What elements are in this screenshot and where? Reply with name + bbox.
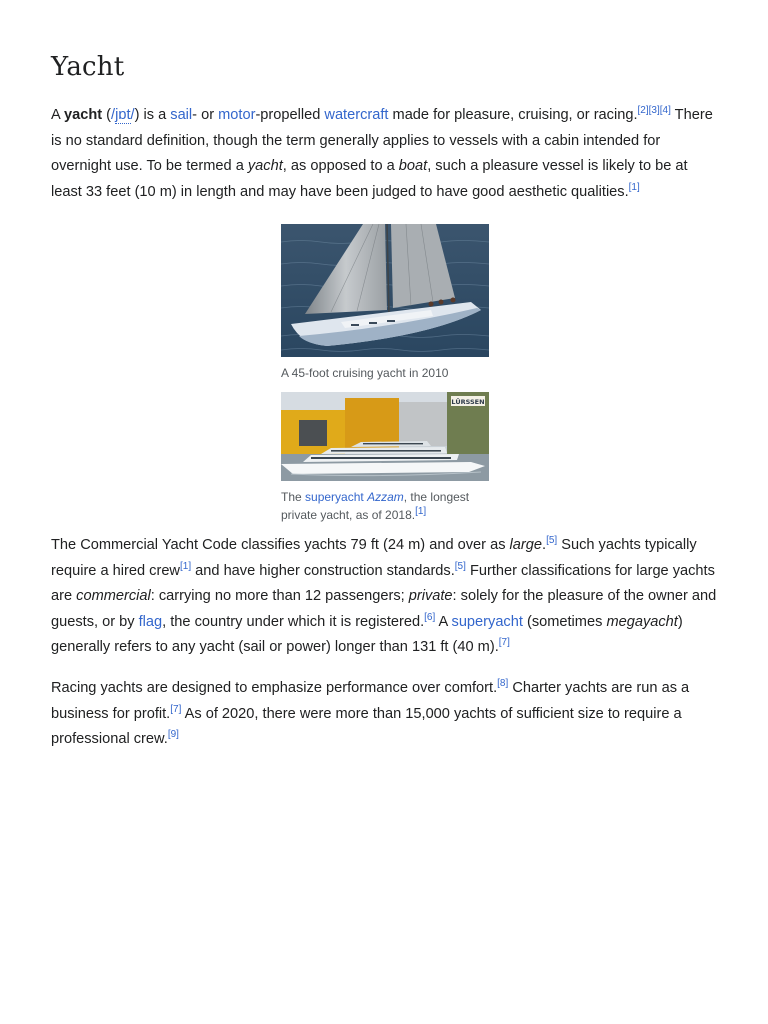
citation xyxy=(629,182,640,193)
term-bold: yacht xyxy=(63,107,103,123)
citation-link-3[interactable]: [3] xyxy=(648,105,660,117)
citation-link-6[interactable]: [6] xyxy=(424,611,436,623)
text: - or xyxy=(192,107,219,123)
text: Racing yachts are designed to emphasize performance over comfort. xyxy=(51,680,498,696)
text: A xyxy=(435,613,452,630)
citation-link-7[interactable]: [7] xyxy=(498,637,510,649)
citation-link-9[interactable]: [9] xyxy=(167,729,179,741)
text: There is no standard definition, though the term generally applies to vessels with a cabin intended for overnight use. To be termed a xyxy=(51,107,713,175)
text: Such yachts typically require a hired crew xyxy=(51,537,697,579)
citation-link-7[interactable]: [7] xyxy=(170,703,182,715)
text: , the longest private yacht, as of 2018. xyxy=(281,490,470,522)
text: A xyxy=(51,107,64,123)
yacht-name: Azzam xyxy=(367,490,404,504)
citation-link-5[interactable]: [5] xyxy=(454,560,466,572)
ipa-pronunciation-link[interactable]: jɒt xyxy=(115,107,131,123)
watercraft-link[interactable]: watercraft xyxy=(324,107,389,123)
citation-link-2[interactable]: [2] xyxy=(637,105,649,117)
sail-link[interactable]: sail xyxy=(170,107,193,123)
text: The Commercial Yacht Code classifies yachts 79 ft (24 m) and over as xyxy=(51,537,510,553)
page-title: Yacht xyxy=(51,52,125,82)
ipa-close[interactable]: / xyxy=(130,107,135,123)
flag-link[interactable]: flag xyxy=(138,613,163,630)
classification-paragraph xyxy=(51,533,719,661)
emphasis: private xyxy=(408,588,453,605)
text: Charter yachts are run as a business for profit. xyxy=(51,680,690,722)
emphasis: boat xyxy=(398,158,428,175)
figure-cruising-yacht xyxy=(281,224,489,382)
text: -propelled xyxy=(255,107,325,123)
citation-link-1[interactable]: [1] xyxy=(415,506,427,517)
citation-link-4[interactable]: [4] xyxy=(659,105,671,117)
emphasis: yacht xyxy=(247,158,283,175)
text: (sometimes xyxy=(522,613,607,630)
text: ) generally refers to any yacht (sail or power) longer than 131 ft (40 m). xyxy=(51,613,683,656)
citation xyxy=(424,612,435,623)
citation xyxy=(455,561,466,572)
citation-link-5[interactable]: [5] xyxy=(546,535,558,547)
emphasis: large xyxy=(509,537,542,553)
text: , such a pleasure vessel is likely to be at least 33 feet (10 m) in length and may have been judged to have good aesthetic qualities. xyxy=(51,158,688,200)
citation xyxy=(638,105,671,116)
shipyard-sign: LÜRSSEN xyxy=(451,398,485,406)
citation xyxy=(180,561,191,572)
citation xyxy=(170,704,181,715)
racing-charter-paragraph xyxy=(51,676,719,753)
superyacht-link[interactable]: superyacht xyxy=(451,613,523,630)
text: : solely for the pleasure of the owner and guests, or by xyxy=(51,588,717,630)
text: Further classifications for large yachts are xyxy=(51,562,715,605)
superyacht-azzam-photo[interactable] xyxy=(281,392,489,481)
citation-link-1[interactable]: [1] xyxy=(628,181,640,193)
text: As of 2020, there were more than 15,000 yachts of sufficient size to require a professional crew. xyxy=(51,705,682,748)
citation-link-8[interactable]: [8] xyxy=(497,678,509,690)
emphasis: megayacht xyxy=(606,613,678,630)
text: . xyxy=(542,537,547,553)
ipa-open[interactable]: / xyxy=(111,107,116,123)
text: , the country under which it is registered. xyxy=(162,613,425,630)
text: ( xyxy=(102,107,112,123)
cruising-yacht-photo[interactable] xyxy=(281,224,489,357)
text: : carrying no more than 12 passengers; xyxy=(150,588,409,605)
text: made for pleasure, cruising, or racing. xyxy=(388,107,638,123)
text: , as opposed to a xyxy=(282,158,399,175)
text: The xyxy=(281,490,306,504)
citation xyxy=(497,678,508,689)
citation xyxy=(168,729,179,740)
text: ) is a xyxy=(134,107,171,123)
citation-link-1[interactable]: [1] xyxy=(179,560,192,572)
emphasis: commercial xyxy=(76,588,151,605)
figure-caption: A 45-foot cruising yacht in 2010 xyxy=(281,366,449,380)
figure-caption xyxy=(281,488,489,524)
citation xyxy=(415,506,426,517)
azzam-link[interactable] xyxy=(367,490,404,504)
motor-link[interactable]: motor xyxy=(218,107,256,123)
figure-superyacht-azzam xyxy=(281,392,489,524)
superyacht-link[interactable]: superyacht xyxy=(305,490,364,504)
citation xyxy=(499,638,510,649)
intro-paragraph xyxy=(51,103,719,205)
citation xyxy=(546,535,557,546)
text: and have higher construction standards. xyxy=(191,562,455,579)
